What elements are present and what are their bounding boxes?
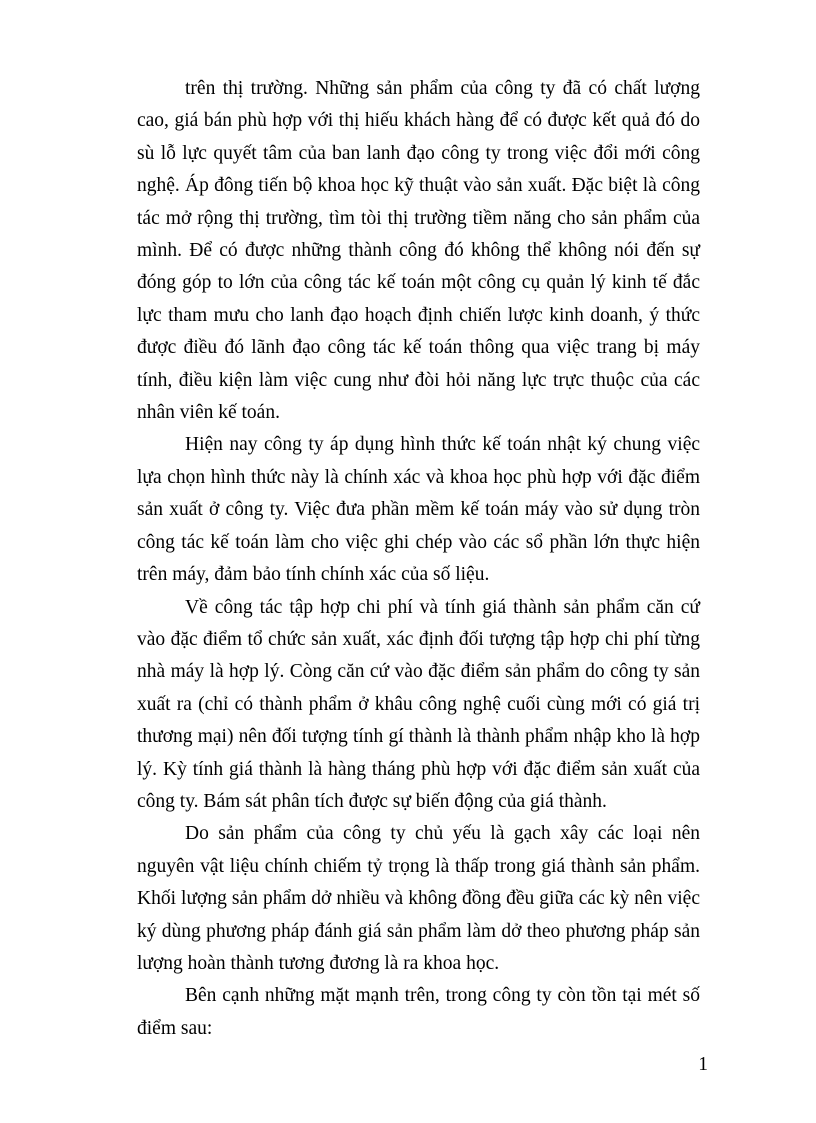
paragraph-2: Hiện nay công ty áp dụng hình thức kế toán nhật ký chung việc lựa chọn hình thức này là chính xác và khoa học phù hợp với đặc điểm sản xuất ở công ty. Việc đưa phần mềm kế toán máy vào sử dụng tròn công tác kế toán làm cho việc ghi chép vào các sổ phần lớn thực hiện trên máy, đảm bảo tính chính xác của số liệu.: [137, 434, 700, 586]
paragraph-5: Bên cạnh những mặt mạnh trên, trong công ty còn tồn tại mét số điểm sau:: [137, 985, 700, 1039]
paragraph-1: trên thị trường. Những sản phẩm của công ty đã có chất lượng cao, giá bán phù hợp với thị hiếu khách hàng để có được kết quả đó do sù lỗ lực quyết tâm của ban lanh đạo công ty trong việc đổi mới công nghệ. Áp đông tiến bộ khoa học kỹ thuật vào sản xuất. Đặc biệt là công tác mở rộng thị trường, tìm tòi thị trường tiềm năng cho sản phẩm của mình. Để có được những thành công đó không thể không nói đến sự đóng góp to lớn của công tác kế toán một công cụ quản lý kinh tế đắc lực tham mưu cho lanh đạo hoạch định chiến lược kinh doanh, ý thức được điều đó lãnh đạo công tác kế toán thông qua việc trang bị máy tính, điều kiện làm việc cung như đòi hỏi năng lực trực thuộc của các nhân viên kế toán.: [137, 78, 700, 424]
page-number: 1: [698, 1054, 708, 1075]
paragraph-4: Do sản phẩm của công ty chủ yếu là gạch xây các loại nên nguyên vật liệu chính chiếm tỷ trọng là thấp trong giá thành sản phẩm. Khối lượng sản phẩm dở nhiều và không đồng đều giữa các kỳ nên việc ký dùng phương pháp đánh giá sản phẩm làm dở theo phương pháp sản lượng hoàn thành tương đương là ra khoa học.: [137, 823, 700, 974]
paragraph-3: Về công tác tập hợp chi phí và tính giá thành sản phẩm căn cứ vào đặc điểm tổ chức sản xuất, xác định đối tượng tập hợp chi phí từng nhà máy là hợp lý. Còng căn cứ vào đặc điểm sản phẩm do công ty sản xuất ra (chỉ có thành phẩm ở khâu công nghệ cuối cùng mới có giá trị thương mại) nên đối tượng tính gí thành là thành phẩm nhập kho là hợp lý. Kỳ tính giá thành là hàng tháng phù hợp với đặc điểm sản xuất của công ty. Bám sát phân tích được sự biến động của giá thành.: [137, 596, 700, 812]
body-text: [137, 73, 700, 1045]
